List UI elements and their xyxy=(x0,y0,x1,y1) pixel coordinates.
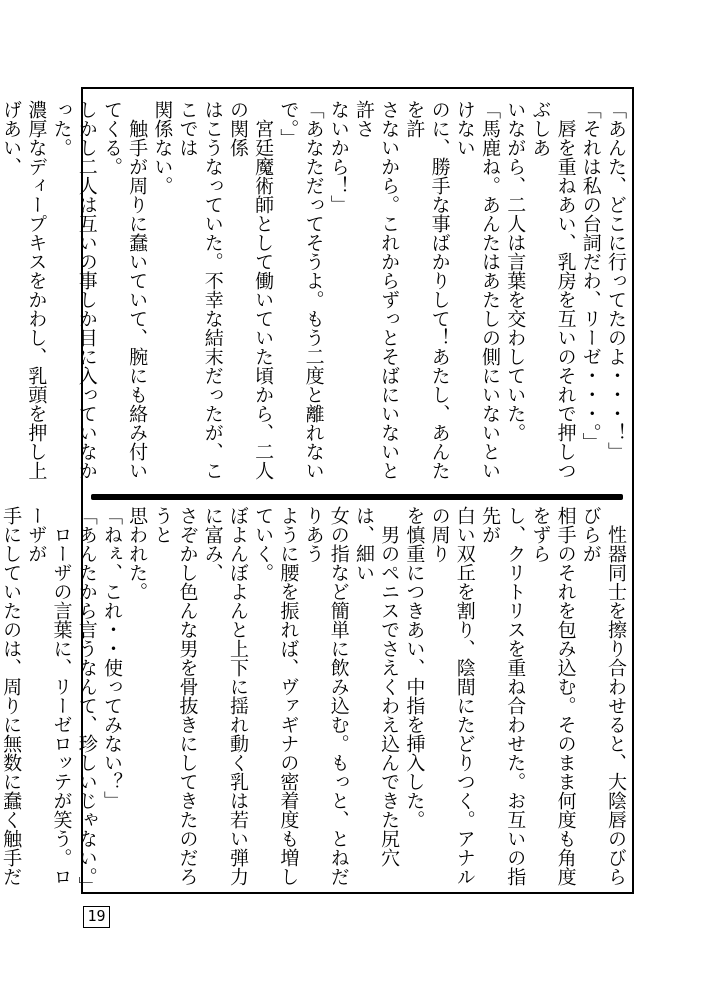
text-line: し、クリトリスを重ね合わせた。お互いの指先が xyxy=(478,506,527,886)
text-line: 男のペニスでさえくわえ込んできた尻穴は、細い xyxy=(352,506,401,867)
top-text-block xyxy=(0,100,628,488)
text-line: 相手のそれを包み込む。そのまま何度も角度をずら xyxy=(529,506,577,886)
text-line: 触手が周りに蠢いていて、腕にも絡み付いてくる。 xyxy=(100,100,149,480)
text-line: しかし二人は互いの事しか目に入っていなかった。 xyxy=(50,100,98,480)
text-line: 「馬鹿ね。あんたはあたしの側にいないといけない xyxy=(453,100,501,480)
text-line: 「あんたから言うなんて、珍しいじゃない。」 xyxy=(75,506,98,896)
text-line: 唇を重ねあい、乳房を互いのそれで押しつぶしあ xyxy=(529,100,577,480)
text-line: 「あんた、どこに行ってたのよ・・・！」 xyxy=(605,100,627,461)
text-line: 手にしていたのは、周りに無数に蠢く触手だ xyxy=(0,506,23,886)
page-number: 19 xyxy=(83,906,110,928)
bottom-text-block xyxy=(0,506,628,896)
text-line: 濃厚なディープキスをかわし、乳頭を押し上げあい、 xyxy=(0,100,48,480)
text-line: ローザの言葉に、リーゼロッテが笑う。ローザが xyxy=(25,506,73,886)
text-line: ないから！」 xyxy=(327,100,350,214)
text-line: を慎重につきあい、中指を挿入した。 xyxy=(403,506,426,829)
text-line: 関係ない。 xyxy=(151,100,174,195)
text-line: 「それは私の台詞だわ、リーゼ・・・。」 xyxy=(579,100,602,452)
text-line: 宮廷魔術師として働いていた頃から、二人の関係 xyxy=(226,100,275,480)
text-line: のに、勝手な事ばかりして！あたし、あんたを許 xyxy=(403,100,451,480)
text-line: ように腰を振れば、ヴァギナの密着度も増していく。 xyxy=(252,506,300,886)
text-line: はこうなっていた。不幸な結末だったが、ここでは xyxy=(176,100,224,480)
text-line: 白い双丘を割り、陰間にたどりつく。アナルの周り xyxy=(428,506,476,886)
text-line: 「あなただってそうよ。もう二度と離れないで。」 xyxy=(277,100,325,480)
section-divider xyxy=(91,494,623,500)
text-line: さないから。これからずっとそばにいないと許さ xyxy=(352,100,401,480)
text-line: 女の指など簡単に飲み込む。もっと、とねだりあう xyxy=(302,506,350,886)
text-line: 「ねぇ、これ・・使ってみない？」 xyxy=(100,506,123,810)
text-line: 性器同士を擦り合わせると、大陰唇のびらびらが xyxy=(579,506,627,886)
text-line: さぞかし色んな男を骨抜きにしてきたのだろうと xyxy=(151,506,199,886)
text-line: いながら、二人は言葉を交わしていた。 xyxy=(504,100,527,442)
text-line: 思われた。 xyxy=(126,506,149,601)
text-line: ぼよんぼよんと上下に揺れ動く乳は若い弾力に富み、 xyxy=(201,506,249,886)
